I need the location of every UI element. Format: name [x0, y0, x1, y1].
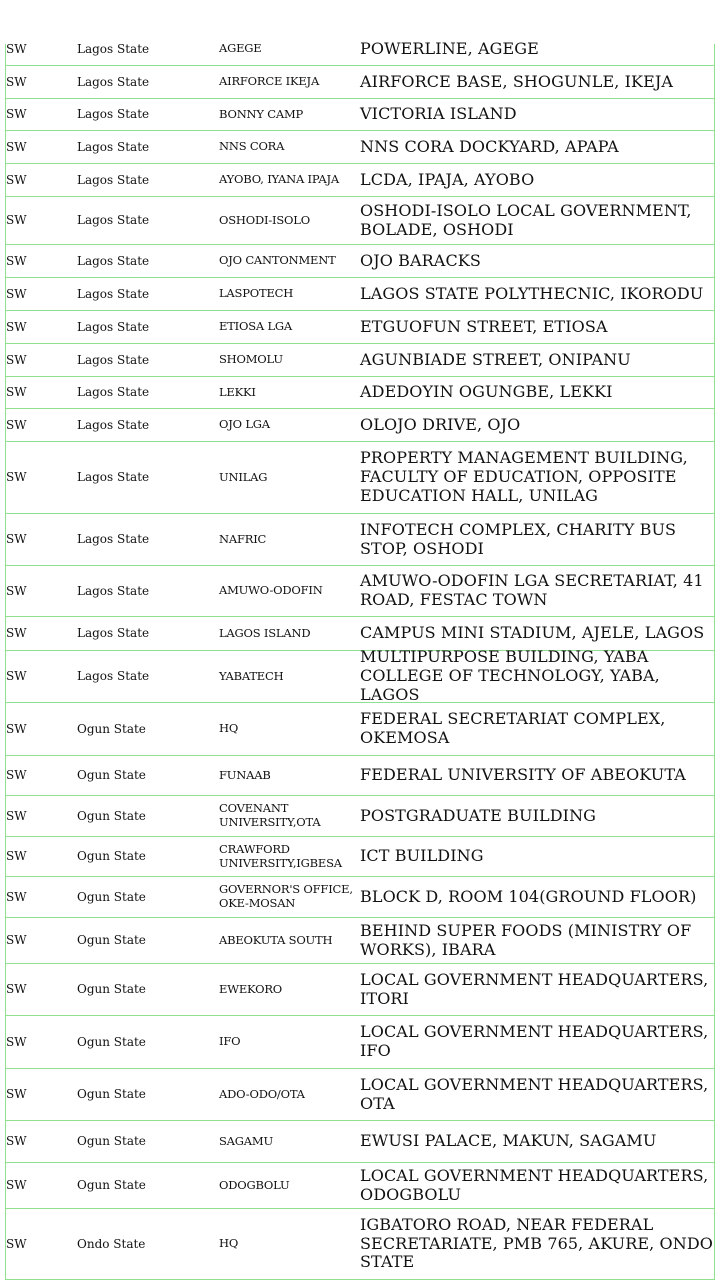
state-cell-text: Ogun State: [77, 982, 146, 997]
centre-cell: [219, 1069, 355, 1120]
table-row: [5, 837, 715, 877]
centre-cell-text: YABATECH: [219, 668, 284, 683]
state-cell-text: Lagos State: [77, 319, 150, 334]
address-cell-text: ICT BUILDING: [360, 846, 484, 866]
table-row: [5, 33, 715, 66]
table-row: [5, 647, 715, 704]
centre-cell-text: ABEOKUTA SOUTH: [219, 932, 333, 947]
state-cell-text: Lagos State: [77, 669, 150, 684]
zone-cell-text: SW: [6, 669, 27, 684]
state-cell: [77, 442, 207, 513]
address-cell: [360, 278, 715, 310]
centre-cell: [219, 1016, 355, 1068]
zone-cell: [6, 617, 66, 650]
address-cell-text: ADEDOYIN OGUNGBE, LEKKI: [360, 382, 613, 402]
zone-cell: [6, 918, 66, 963]
state-cell: [77, 377, 207, 408]
table-row: [5, 617, 715, 651]
centre-cell-text: SHOMOLU: [219, 352, 283, 367]
centre-cell: [219, 877, 355, 917]
zone-cell: [6, 837, 66, 876]
address-cell-text: ETGUOFUN STREET, ETIOSA: [360, 316, 608, 336]
zone-cell-text: SW: [6, 253, 27, 268]
address-cell: [360, 344, 715, 376]
centre-cell: [219, 756, 355, 795]
state-cell-text: Lagos State: [77, 74, 150, 89]
state-cell-text: Ogun State: [77, 1034, 146, 1049]
address-cell-text: POSTGRADUATE BUILDING: [360, 805, 597, 825]
address-cell: [360, 703, 715, 755]
state-cell: [77, 99, 207, 130]
state-cell-text: Lagos State: [77, 626, 150, 641]
table-row: [5, 796, 715, 837]
state-cell: [77, 33, 207, 65]
zone-cell: [6, 344, 66, 376]
zone-cell-text: SW: [6, 172, 27, 187]
centre-cell-text: NAFRIC: [219, 531, 267, 546]
table-row: [5, 1016, 715, 1069]
centre-cell: [219, 1163, 355, 1208]
centre-cell: [219, 409, 355, 441]
centre-cell-text: OSHODI-ISOLO: [219, 212, 310, 227]
address-cell-text: NNS CORA DOCKYARD, APAPA: [360, 136, 619, 156]
state-cell: [77, 66, 207, 98]
state-cell: [77, 344, 207, 376]
centre-cell-text: AIRFORCE IKEJA: [219, 74, 320, 89]
centre-cell: [219, 566, 355, 616]
address-cell-text: FEDERAL SECRETARIAT COMPLEX, OKEMOSA: [360, 709, 666, 747]
address-cell: [360, 837, 715, 876]
zone-cell: [6, 1209, 66, 1279]
state-cell-text: Lagos State: [77, 253, 150, 268]
centre-cell-text: ETIOSA LGA: [219, 319, 293, 334]
zone-cell: [6, 964, 66, 1015]
centre-cell-text: OJO CANTONMENT: [219, 253, 336, 268]
zone-cell: [6, 245, 66, 277]
zone-cell-text: SW: [6, 721, 27, 736]
state-cell: [77, 651, 207, 702]
centre-cell-text: NNS CORA: [219, 139, 285, 154]
zone-cell-text: SW: [6, 933, 27, 948]
address-cell-text: BLOCK D, ROOM 104(GROUND FLOOR): [360, 886, 697, 906]
address-cell: [360, 877, 715, 917]
state-cell: [77, 703, 207, 755]
centre-cell-text: SAGAMU: [219, 1133, 273, 1148]
address-cell: [360, 33, 715, 65]
document-page: [5, 0, 715, 1280]
zone-cell: [6, 197, 66, 244]
address-cell-text: OLOJO DRIVE, OJO: [360, 414, 521, 434]
zone-cell-text: SW: [6, 808, 27, 823]
centre-cell: [219, 33, 355, 65]
state-cell: [77, 245, 207, 277]
address-cell: [360, 756, 715, 795]
centre-cell: [219, 964, 355, 1015]
address-cell-text: LOCAL GOVERNMENT HEADQUARTERS, ODOGBOLU: [360, 1165, 709, 1204]
address-cell-text: LCDA, IPAJA, AYOBO: [360, 169, 535, 189]
address-cell: [360, 918, 715, 963]
zone-cell: [6, 703, 66, 755]
table-row: [5, 1163, 715, 1209]
zone-cell: [6, 164, 66, 196]
table-row: [5, 877, 715, 918]
zone-cell-text: SW: [6, 213, 27, 228]
centre-cell-text: HQ: [219, 1236, 239, 1251]
centre-cell: [219, 164, 355, 196]
centre-cell: [219, 796, 355, 836]
centre-cell-text: ODOGBOLU: [219, 1177, 290, 1192]
centre-cell-text: ADO-ODO/OTA: [219, 1086, 305, 1101]
state-cell: [77, 197, 207, 244]
table-row: [5, 344, 715, 377]
address-cell: [360, 1121, 715, 1162]
address-cell: [360, 514, 715, 565]
zone-cell-text: SW: [6, 1087, 27, 1102]
zone-cell-text: SW: [6, 583, 27, 598]
state-cell-text: Ondo State: [77, 1236, 146, 1251]
state-cell: [77, 1121, 207, 1162]
centre-cell-text: CRAWFORD UNIVERSITY,IGBESA: [219, 841, 342, 870]
state-cell-text: Ogun State: [77, 721, 146, 736]
state-cell-text: Ogun State: [77, 768, 146, 783]
zone-cell-text: SW: [6, 319, 27, 334]
address-cell-text: LAGOS STATE POLYTHECNIC, IKORODU: [360, 283, 704, 303]
address-cell: [360, 164, 715, 196]
state-cell-text: Ogun State: [77, 1134, 146, 1149]
centre-cell: [219, 66, 355, 98]
zone-cell-text: SW: [6, 1236, 27, 1251]
zone-cell: [6, 651, 66, 702]
state-cell: [77, 796, 207, 836]
centre-cell-text: UNILAG: [219, 469, 268, 484]
state-cell-text: Lagos State: [77, 107, 150, 122]
zone-cell: [6, 311, 66, 343]
table-right-border: [714, 44, 715, 1280]
address-cell: [360, 409, 715, 441]
table-row: [5, 99, 715, 131]
centre-cell-text: AGEGE: [219, 41, 262, 56]
zone-cell: [6, 1016, 66, 1068]
centre-cell-text: FUNAAB: [219, 767, 271, 782]
state-cell: [77, 617, 207, 650]
centre-cell-text: AMUWO-ODOFIN: [219, 583, 323, 598]
zone-cell-text: SW: [6, 626, 27, 641]
address-cell: [360, 617, 715, 650]
table-row: [5, 1209, 715, 1280]
centre-cell: [219, 514, 355, 565]
centre-cell: [219, 1121, 355, 1162]
zone-cell-text: SW: [6, 889, 27, 904]
state-cell-text: Lagos State: [77, 583, 150, 598]
address-cell: [360, 66, 715, 98]
zone-cell-text: SW: [6, 352, 27, 367]
zone-cell-text: SW: [6, 74, 27, 89]
table-row: [5, 164, 715, 197]
state-cell: [77, 877, 207, 917]
centre-cell-text: LEKKI: [219, 384, 256, 399]
state-cell: [77, 566, 207, 616]
table-row: [5, 514, 715, 566]
address-cell: [360, 245, 715, 277]
table-row: [5, 377, 715, 409]
zone-cell: [6, 514, 66, 565]
zone-cell-text: SW: [6, 470, 27, 485]
state-cell: [77, 756, 207, 795]
centre-cell-text: BONNY CAMP: [219, 106, 304, 121]
table-left-border: [5, 44, 6, 1280]
state-cell-text: Lagos State: [77, 41, 150, 56]
zone-cell: [6, 442, 66, 513]
zone-cell: [6, 377, 66, 408]
zone-cell: [6, 1121, 66, 1162]
state-cell: [77, 278, 207, 310]
centre-cell: [219, 344, 355, 376]
zone-cell: [6, 278, 66, 310]
centre-cell-text: EWEKORO: [219, 981, 283, 996]
state-cell: [77, 1016, 207, 1068]
address-cell-text: POWERLINE, AGEGE: [360, 38, 539, 58]
address-cell: [360, 197, 715, 244]
address-cell: [360, 566, 715, 616]
zone-cell: [6, 796, 66, 836]
centre-cell: [219, 442, 355, 513]
centre-cell-text: COVENANT UNIVERSITY,OTA: [219, 801, 321, 829]
centre-cell: [219, 703, 355, 755]
centre-cell-text: AYOBO, IYANA IPAJA: [219, 172, 340, 187]
address-cell: [360, 796, 715, 836]
zone-cell: [6, 131, 66, 163]
state-cell: [77, 918, 207, 963]
address-cell-text: AGUNBIADE STREET, ONIPANU: [360, 349, 631, 369]
centre-cell: [219, 311, 355, 343]
zone-cell: [6, 33, 66, 65]
state-cell-text: Lagos State: [77, 352, 150, 367]
address-cell-text: VICTORIA ISLAND: [360, 104, 517, 124]
table-row: [5, 311, 715, 344]
table-row: [5, 442, 715, 514]
address-cell-text: OSHODI-ISOLO LOCAL GOVERNMENT, BOLADE, OSHODI: [360, 200, 692, 239]
zone-cell-text: SW: [6, 849, 27, 864]
state-cell: [77, 131, 207, 163]
table-row: [5, 66, 715, 99]
centre-cell: [219, 131, 355, 163]
table-row: [5, 278, 715, 311]
centre-cell: [219, 245, 355, 277]
address-cell-text: INFOTECH COMPLEX, CHARITY BUS STOP, OSHODI: [360, 519, 677, 558]
address-cell-text: OJO BARACKS: [360, 250, 481, 270]
centre-cell-text: IFO: [219, 1034, 241, 1049]
centre-cell: [219, 617, 355, 650]
state-cell-text: Ogun State: [77, 849, 146, 864]
state-cell-text: Lagos State: [77, 139, 150, 154]
state-cell-text: Ogun State: [77, 1178, 146, 1193]
table-row: [5, 1069, 715, 1121]
address-cell-text: IGBATORO ROAD, NEAR FEDERAL SECRETARIATE, PMB 765, AKURE, ONDO STATE: [360, 1214, 714, 1272]
zone-cell-text: SW: [6, 982, 27, 997]
address-cell-text: BEHIND SUPER FOODS (MINISTRY OF WORKS), IBARA: [360, 920, 692, 959]
zone-cell-text: SW: [6, 1034, 27, 1049]
state-cell-text: Ogun State: [77, 889, 146, 904]
state-cell-text: Lagos State: [77, 532, 150, 547]
address-cell: [360, 377, 715, 408]
state-cell-text: Lagos State: [77, 172, 150, 187]
centre-cell: [219, 278, 355, 310]
address-cell: [360, 964, 715, 1015]
state-cell-text: Lagos State: [77, 213, 150, 228]
address-cell-text: LOCAL GOVERNMENT HEADQUARTERS, ITORI: [360, 969, 709, 1008]
table-row: [5, 756, 715, 796]
zone-cell: [6, 99, 66, 130]
centre-cell: [219, 837, 355, 876]
zone-cell: [6, 756, 66, 795]
address-cell-text: AIRFORCE BASE, SHOGUNLE, IKEJA: [360, 71, 674, 91]
zone-cell: [6, 66, 66, 98]
address-cell-text: AMUWO-ODOFIN LGA SECRETARIAT, 41 ROAD, FESTAC TOWN: [360, 571, 704, 609]
zone-cell-text: SW: [6, 1178, 27, 1193]
zone-cell-text: SW: [6, 417, 27, 432]
address-cell-text: LOCAL GOVERNMENT HEADQUARTERS, OTA: [360, 1074, 709, 1113]
state-cell: [77, 964, 207, 1015]
zone-cell: [6, 409, 66, 441]
centre-cell: [219, 377, 355, 408]
table-row: [5, 197, 715, 245]
table-row: [5, 1121, 715, 1163]
zone-cell: [6, 1163, 66, 1208]
zone-cell: [6, 1069, 66, 1120]
zone-cell-text: SW: [6, 41, 27, 56]
state-cell-text: Lagos State: [77, 385, 150, 400]
address-cell: [360, 1163, 715, 1208]
centre-cell: [219, 651, 355, 702]
table-row: [5, 131, 715, 164]
centre-cell: [219, 1209, 355, 1279]
address-cell: [360, 1016, 715, 1068]
address-cell-text: MULTIPURPOSE BUILDING, YABA COLLEGE OF TECHNOLOGY, YABA, LAGOS: [360, 647, 660, 704]
state-cell-text: Lagos State: [77, 417, 150, 432]
address-cell-text: EWUSI PALACE, MAKUN, SAGAMU: [360, 1131, 657, 1151]
table-row: [5, 964, 715, 1016]
state-cell: [77, 1163, 207, 1208]
address-cell: [360, 1209, 715, 1279]
state-cell: [77, 1209, 207, 1279]
state-cell: [77, 409, 207, 441]
centre-cell: [219, 99, 355, 130]
address-cell-text: LOCAL GOVERNMENT HEADQUARTERS, IFO: [360, 1022, 709, 1060]
centre-cell-text: LAGOS ISLAND: [219, 625, 311, 640]
zone-cell-text: SW: [6, 107, 27, 122]
address-cell-text: CAMPUS MINI STADIUM, AJELE, LAGOS: [360, 623, 705, 643]
centre-cell-text: HQ: [219, 721, 239, 736]
zone-cell-text: SW: [6, 139, 27, 154]
state-cell-text: Lagos State: [77, 470, 150, 485]
table-row: [5, 245, 715, 278]
zone-cell-text: SW: [6, 768, 27, 783]
zone-cell-text: SW: [6, 286, 27, 301]
address-cell: [360, 442, 715, 513]
table-row: [5, 409, 715, 442]
state-cell: [77, 311, 207, 343]
centre-cell: [219, 197, 355, 244]
address-cell-text: FEDERAL UNIVERSITY OF ABEOKUTA: [360, 765, 686, 785]
zone-cell: [6, 877, 66, 917]
centre-cell-text: GOVERNOR'S OFFICE, OKE-MOSAN: [219, 882, 353, 910]
centre-cell: [219, 918, 355, 963]
address-cell: [360, 131, 715, 163]
table-row: [5, 918, 715, 964]
state-cell: [77, 514, 207, 565]
table-row: [5, 703, 715, 756]
state-cell-text: Ogun State: [77, 933, 146, 948]
zone-cell-text: SW: [6, 532, 27, 547]
state-cell-text: Lagos State: [77, 286, 150, 301]
zone-cell: [6, 566, 66, 616]
address-cell: [360, 647, 715, 704]
address-cell: [360, 1069, 715, 1120]
address-cell: [360, 99, 715, 130]
address-cell: [360, 311, 715, 343]
state-cell: [77, 837, 207, 876]
centre-cell-text: OJO LGA: [219, 417, 270, 432]
state-cell: [77, 164, 207, 196]
state-cell-text: Ogun State: [77, 808, 146, 823]
address-cell-text: PROPERTY MANAGEMENT BUILDING, FACULTY OF EDUCATION, OPPOSITE EDUCATION HALL, UNILAG: [360, 448, 688, 505]
table-row: [5, 566, 715, 617]
centre-cell-text: LASPOTECH: [219, 286, 294, 301]
zone-cell-text: SW: [6, 385, 27, 400]
state-cell-text: Ogun State: [77, 1087, 146, 1102]
state-cell: [77, 1069, 207, 1120]
zone-cell-text: SW: [6, 1134, 27, 1149]
